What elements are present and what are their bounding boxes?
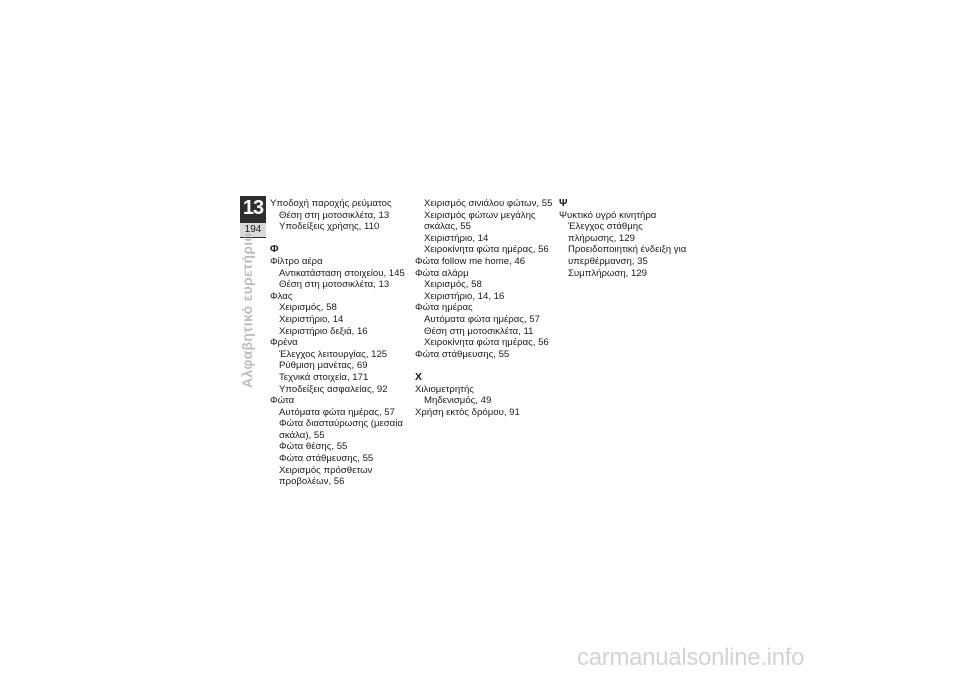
index-subentry: Μηδενισμός, 49 [424,395,492,407]
index-subentry: Φώτα θέσης, 55 [279,441,348,453]
index-subentry: Αυτόματα φώτα ημέρας, 57 [424,313,540,325]
index-subentry: Υποδείξεις χρήσης, 110 [279,221,380,233]
index-subentry: Χειροκίνητα φώτα ημέρας, 56 [424,337,549,349]
index-subentry: υπερθέρμανση, 35 [568,255,648,267]
index-entry: Φρένα [270,337,298,349]
index-subentry: Θέση στη μοτοσικλέτα, 13 [279,209,390,221]
index-subentry: Φώτα στάθμευσης, 55 [279,453,374,465]
index-subentry: Αυτόματα φώτα ημέρας, 57 [279,406,395,418]
index-subentry: Χειρισμός, 58 [279,302,337,314]
index-subentry: Χειρισμός, 58 [424,279,482,291]
index-subentry: Χειριστήριο, 14 [424,232,489,244]
index-entry: Φώτα follow me home, 46 [415,255,526,267]
chapter-number: 13 [242,197,264,219]
index-subentry: Χειριστήριο, 14, 16 [424,290,505,302]
index-subentry: Συμπλήρωση, 129 [568,267,647,279]
index-column-3 [559,198,699,279]
index-subentry: Χειροκίνητα φώτα ημέρας, 56 [424,244,549,256]
index-entry: Χιλιομετρητής [415,383,474,395]
index-entry: Φώτα στάθμευσης, 55 [415,348,510,360]
index-subentry: σκάλα), 55 [279,429,325,441]
index-subentry: σκάλας, 55 [424,221,471,233]
index-subentry: Θέση στη μοτοσικλέτα, 11 [424,325,534,337]
index-subentry: πλήρωσης, 129 [568,232,635,244]
index-entry: Φώτα αλάρμ [415,267,469,279]
index-entry: Ψυκτικό υγρό κινητήρα [559,209,657,221]
index-subentry: Έλεγχος στάθμης [568,221,643,233]
index-subentry: Προειδοποιητική ένδειξη για [568,244,687,256]
page-number: 194 [240,223,266,237]
index-letter-heading: Φ [270,243,279,256]
index-subentry: Χειρισμός σινιάλου φώτων, 55 [424,198,553,209]
index-entry: Υποδοχή παροχής ρεύματος [270,198,392,209]
index-subentry: Αντικατάσταση στοιχείου, 145 [279,267,405,279]
index-subentry: Φώτα διασταύρωσης (μεσαία [279,418,403,430]
index-subentry: Θέση στη μοτοσικλέτα, 13 [279,279,390,291]
index-subentry: Χειρισμός πρόσθετων [279,464,373,476]
index-letter-heading: Ψ [559,197,568,209]
index-entry: Φώτα ημέρας [415,302,473,314]
index-subentry: Έλεγχος λειτουργίας, 125 [279,348,388,360]
index-subentry: Υποδείξεις ασφαλείας, 92 [279,383,388,395]
index-subentry: Χειρισμός φώτων μεγάλης [424,209,536,221]
index-column-1 [270,198,410,488]
index-subentry: Τεχνικά στοιχεία, 171 [279,371,369,383]
watermark-brand: carmanualsonline.info [577,644,805,671]
index-letter-heading: Χ [415,370,423,383]
index-subentry: Χειριστήριο, 14 [279,313,344,325]
index-column-2 [415,198,555,418]
side-section-title: Αλφαβητικό ευρετήριο [239,232,255,388]
index-entry: Φώτα [270,395,295,407]
index-entry: Χρήση εκτός δρόμου, 91 [415,406,520,418]
index-subentry: Χειριστήριο δεξιά, 16 [279,325,368,337]
index-subentry: προβολέων, 56 [279,476,345,488]
index-subentry: Ρύθμιση μανέτας, 69 [279,360,368,372]
index-entry: Φίλτρο αέρα [270,255,323,267]
index-entry: Φλας [270,290,293,302]
